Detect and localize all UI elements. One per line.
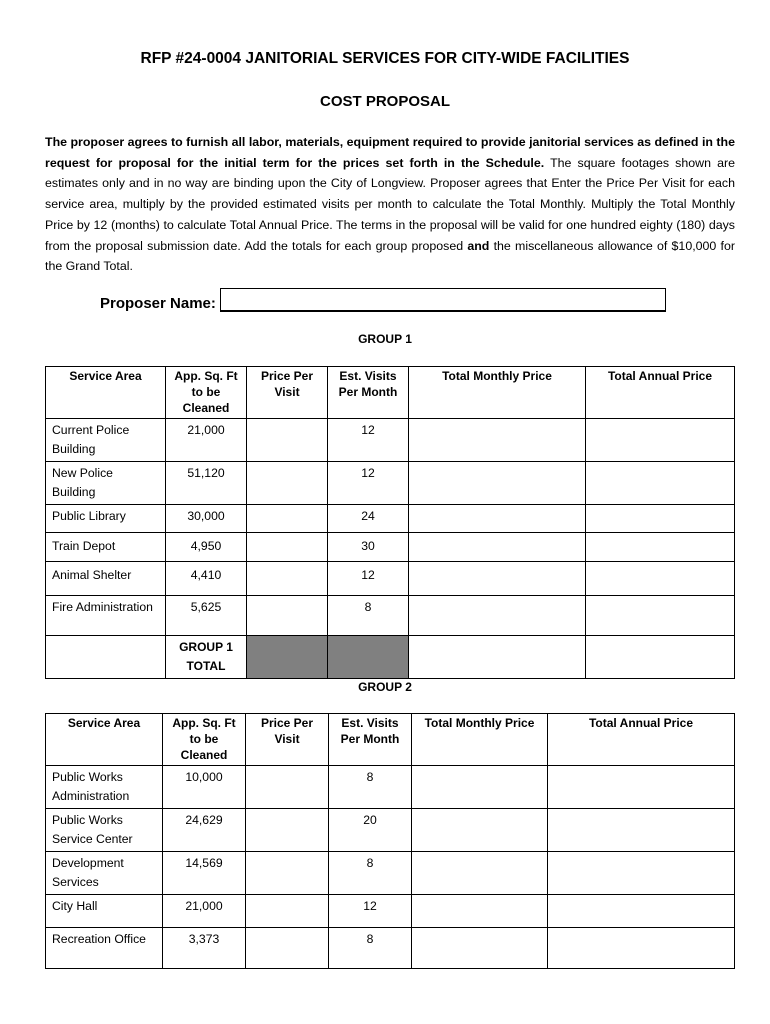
visits-cell: 8 bbox=[328, 596, 409, 636]
price-per-visit-input[interactable] bbox=[247, 533, 328, 562]
table-row bbox=[46, 895, 735, 928]
service-area-cell: Recreation Office bbox=[46, 928, 163, 969]
group1-total-row bbox=[46, 636, 735, 679]
proposer-name-label: Proposer Name: bbox=[100, 295, 216, 312]
price-per-visit-input[interactable] bbox=[247, 596, 328, 636]
service-area-cell: Public Works Service Center bbox=[46, 809, 163, 852]
table-row bbox=[46, 766, 735, 809]
service-area-cell: Fire Administration bbox=[46, 596, 166, 636]
group1-header-row bbox=[46, 367, 735, 419]
table-row bbox=[46, 809, 735, 852]
total-monthly-input[interactable] bbox=[412, 809, 548, 852]
total-annual-input[interactable] bbox=[586, 505, 735, 533]
group2-label: GROUP 2 bbox=[358, 680, 412, 694]
sqft-cell: 10,000 bbox=[163, 766, 246, 809]
group1-total-annual-input[interactable] bbox=[586, 636, 735, 679]
group1-total-monthly-input[interactable] bbox=[409, 636, 586, 679]
header-price-per-visit: Price Per Visit bbox=[246, 714, 329, 766]
intro-text-end: the miscellaneous allowance of $10,000 for the Grand Total. bbox=[45, 238, 735, 274]
total-annual-input[interactable] bbox=[586, 419, 735, 462]
service-area-cell: City Hall bbox=[46, 895, 163, 928]
sqft-cell: 4,410 bbox=[166, 562, 247, 596]
total-monthly-input[interactable] bbox=[409, 596, 586, 636]
visits-cell: 30 bbox=[328, 533, 409, 562]
group2-header-row bbox=[46, 714, 735, 766]
header-est-visits: Est. Visits Per Month bbox=[329, 714, 412, 766]
visits-cell: 12 bbox=[328, 462, 409, 505]
visits-cell: 20 bbox=[329, 809, 412, 852]
service-area-cell: Animal Shelter bbox=[46, 562, 166, 596]
header-est-visits: Est. Visits Per Month bbox=[328, 367, 409, 419]
table-row bbox=[46, 505, 735, 533]
total-monthly-input[interactable] bbox=[409, 419, 586, 462]
price-per-visit-input[interactable] bbox=[246, 766, 329, 809]
visits-cell: 8 bbox=[329, 766, 412, 809]
price-per-visit-input[interactable] bbox=[246, 852, 329, 895]
header-service-area: Service Area bbox=[46, 714, 163, 766]
total-monthly-input[interactable] bbox=[409, 505, 586, 533]
sqft-cell: 5,625 bbox=[166, 596, 247, 636]
total-monthly-input[interactable] bbox=[412, 928, 548, 969]
sqft-cell: 4,950 bbox=[166, 533, 247, 562]
total-annual-input[interactable] bbox=[586, 462, 735, 505]
total-empty-cell bbox=[46, 636, 166, 679]
intro-bold-text: The proposer agrees to furnish all labor, materials, equipment required to provide janitorial services as defined in the request for proposal for the initial term for the prices set forth in the Schedule. bbox=[45, 135, 735, 170]
total-monthly-input[interactable] bbox=[409, 562, 586, 596]
intro-paragraph bbox=[45, 132, 735, 277]
table-row bbox=[46, 928, 735, 969]
table-row bbox=[46, 852, 735, 895]
group1-label: GROUP 1 bbox=[358, 332, 412, 346]
visits-cell: 12 bbox=[328, 562, 409, 596]
visits-cell: 12 bbox=[328, 419, 409, 462]
service-area-cell: New Police Building bbox=[46, 462, 166, 505]
header-total-annual: Total Annual Price bbox=[548, 714, 735, 766]
intro-and: and bbox=[467, 238, 490, 253]
total-monthly-input[interactable] bbox=[412, 766, 548, 809]
total-monthly-input[interactable] bbox=[412, 895, 548, 928]
price-per-visit-input[interactable] bbox=[246, 928, 329, 969]
total-annual-input[interactable] bbox=[586, 562, 735, 596]
price-per-visit-input[interactable] bbox=[247, 562, 328, 596]
visits-cell: 8 bbox=[329, 852, 412, 895]
service-area-cell: Public Library bbox=[46, 505, 166, 533]
header-price-per-visit: Price Per Visit bbox=[247, 367, 328, 419]
proposer-row bbox=[100, 288, 666, 312]
header-total-annual: Total Annual Price bbox=[586, 367, 735, 419]
total-monthly-input[interactable] bbox=[409, 462, 586, 505]
service-area-cell: Public Works Administration bbox=[46, 766, 163, 809]
service-area-cell: Current Police Building bbox=[46, 419, 166, 462]
intro-text: The square footages shown are estimates only and in no way are binding upon the City of Longview. Proposer agrees that Enter the Price Per Visit for each service area, multiply by the provided estimated visits per month to calculate the Total Monthly. Multiply the Total Monthly Price by 12 (months) to calculate Total Annual Price. The terms in the proposal will be valid for one hundred eighty (180) days from the proposal submission date. Add the totals for each group proposed bbox=[45, 155, 735, 253]
table-row bbox=[46, 596, 735, 636]
sqft-cell: 30,000 bbox=[166, 505, 247, 533]
table-row bbox=[46, 462, 735, 505]
total-annual-input[interactable] bbox=[548, 809, 735, 852]
price-per-visit-input[interactable] bbox=[247, 419, 328, 462]
sqft-cell: 24,629 bbox=[163, 809, 246, 852]
header-total-monthly: Total Monthly Price bbox=[412, 714, 548, 766]
shaded-cell bbox=[247, 636, 328, 679]
sqft-cell: 14,569 bbox=[163, 852, 246, 895]
total-annual-input[interactable] bbox=[586, 596, 735, 636]
visits-cell: 12 bbox=[329, 895, 412, 928]
total-annual-input[interactable] bbox=[548, 766, 735, 809]
document-title: RFP #24-0004 JANITORIAL SERVICES FOR CITY-WIDE FACILITIES bbox=[140, 50, 630, 67]
sqft-cell: 21,000 bbox=[163, 895, 246, 928]
service-area-cell: Train Depot bbox=[46, 533, 166, 562]
sqft-cell: 3,373 bbox=[163, 928, 246, 969]
total-annual-input[interactable] bbox=[586, 533, 735, 562]
visits-cell: 24 bbox=[328, 505, 409, 533]
total-annual-input[interactable] bbox=[548, 928, 735, 969]
header-total-monthly: Total Monthly Price bbox=[409, 367, 586, 419]
price-per-visit-input[interactable] bbox=[246, 809, 329, 852]
proposer-name-field[interactable] bbox=[220, 288, 666, 312]
sqft-cell: 51,120 bbox=[166, 462, 247, 505]
total-monthly-input[interactable] bbox=[409, 533, 586, 562]
document-subtitle: COST PROPOSAL bbox=[319, 93, 450, 110]
price-per-visit-input[interactable] bbox=[247, 505, 328, 533]
price-per-visit-input[interactable] bbox=[246, 895, 329, 928]
total-annual-input[interactable] bbox=[548, 895, 735, 928]
group1-total-label: GROUP 1 TOTAL bbox=[166, 636, 247, 679]
visits-cell: 8 bbox=[329, 928, 412, 969]
header-sq-ft: App. Sq. Ft to be Cleaned bbox=[166, 367, 247, 419]
service-area-cell: Development Services bbox=[46, 852, 163, 895]
shaded-cell bbox=[328, 636, 409, 679]
sqft-cell: 21,000 bbox=[166, 419, 247, 462]
price-per-visit-input[interactable] bbox=[247, 462, 328, 505]
table-row bbox=[46, 562, 735, 596]
header-service-area: Service Area bbox=[46, 367, 166, 419]
header-sq-ft: App. Sq. Ft to be Cleaned bbox=[163, 714, 246, 766]
total-monthly-input[interactable] bbox=[412, 852, 548, 895]
total-annual-input[interactable] bbox=[548, 852, 735, 895]
group2-table bbox=[45, 713, 735, 969]
group1-table bbox=[45, 366, 735, 679]
table-row bbox=[46, 419, 735, 462]
table-row bbox=[46, 533, 735, 562]
